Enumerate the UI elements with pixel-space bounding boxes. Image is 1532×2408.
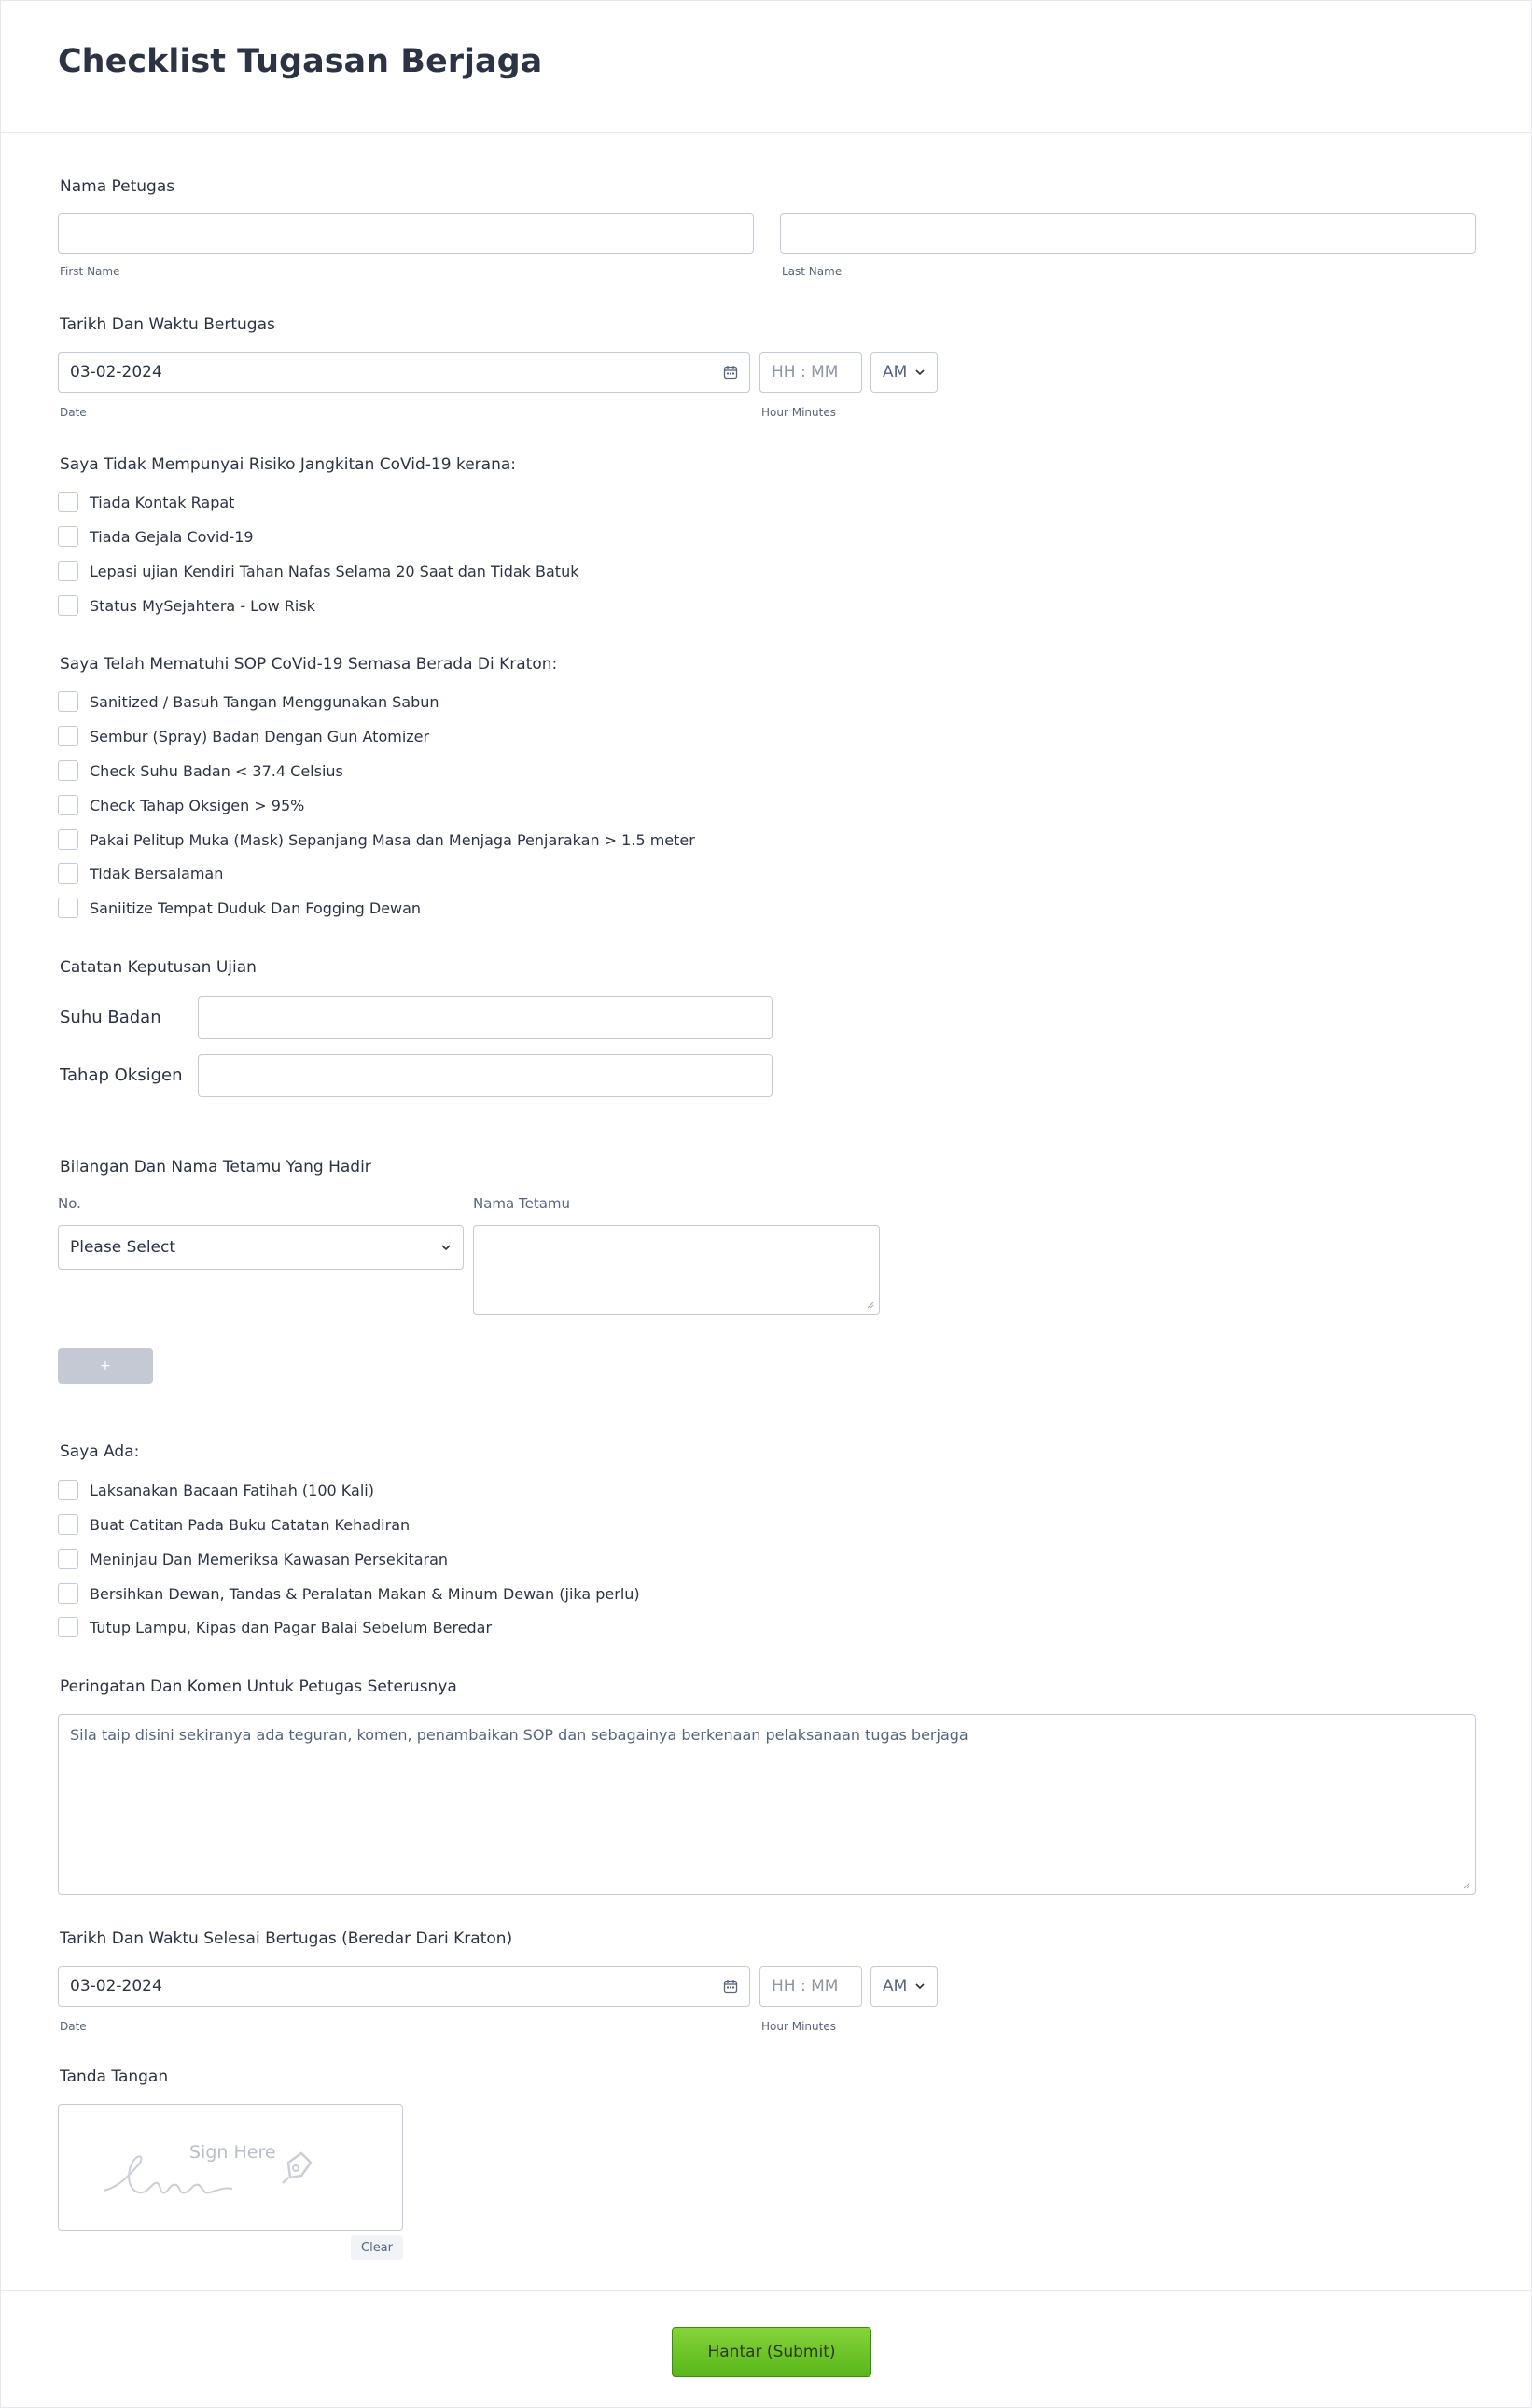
komen-textarea[interactable] (58, 1714, 1476, 1895)
option-label: Bersihkan Dewan, Tandas & Peralatan Makan & Minum Dewan (jika perlu) (90, 1584, 640, 1603)
checkbox[interactable] (58, 1480, 78, 1500)
option-label: Lepasi ujian Kendiri Tahan Nafas Selama 20 Saat dan Tidak Batuk (90, 562, 579, 580)
chevron-down-icon (914, 1983, 926, 1990)
risiko-option[interactable] (58, 595, 315, 616)
first-name-sublabel: First Name (60, 265, 120, 278)
komen-label: Peringatan Dan Komen Untuk Petugas Seterusnya (60, 1677, 457, 1696)
start-time-placeholder: HH : MM (772, 363, 839, 382)
option-label: Sanitized / Basuh Tangan Menggunakan Sabun (90, 692, 439, 711)
clear-signature-button[interactable]: Clear (351, 2235, 403, 2260)
end-time-input[interactable] (759, 1966, 862, 2007)
option-label: Saniitize Tempat Duduk Dan Fogging Dewan (90, 898, 422, 917)
signature-scribble-icon (102, 2150, 335, 2206)
saya-ada-option[interactable] (58, 1583, 640, 1604)
no-label: No. (58, 1195, 81, 1212)
komen-placeholder: Sila taip disini sekiranya ada teguran, komen, penambaikan SOP dan sebagainya berkenaan pelaksanaan tugas berjaga (70, 1726, 968, 1744)
saya-ada-option[interactable] (58, 1549, 448, 1569)
end-date-value: 03-02-2024 (70, 1977, 162, 1996)
checkbox[interactable] (58, 1617, 78, 1637)
sop-option[interactable] (58, 795, 304, 815)
option-label: Tiada Gejala Covid-19 (90, 527, 254, 546)
guest-number-value: Please Select (70, 1238, 176, 1257)
checkbox[interactable] (58, 691, 78, 712)
option-label: Meninjau Dan Memeriksa Kawasan Persekitaran (90, 1550, 449, 1568)
start-time-input[interactable] (759, 352, 862, 393)
option-label: Pakai Pelitup Muka (Mask) Sepanjang Masa dan Menjaga Penjarakan > 1.5 meter (90, 830, 695, 849)
start-date-input[interactable] (58, 352, 750, 393)
checkbox[interactable] (58, 1514, 78, 1535)
tetamu-label: Bilangan Dan Nama Tetamu Yang Hadir (60, 1158, 371, 1176)
option-label: Buat Catitan Pada Buku Catatan Kehadiran (90, 1515, 411, 1534)
resize-grip-icon[interactable] (1461, 1880, 1470, 1889)
checkbox[interactable] (58, 726, 78, 746)
checkbox[interactable] (58, 795, 78, 815)
end-date-sublabel: Date (60, 2020, 87, 2033)
option-label: Check Tahap Oksigen > 95% (90, 796, 305, 814)
calendar-icon[interactable] (723, 365, 738, 380)
start-ampm-value: AM (883, 363, 908, 382)
sop-option[interactable] (58, 898, 421, 918)
saya-ada-option[interactable] (58, 1617, 492, 1637)
sop-option[interactable] (58, 863, 223, 884)
ujian-label: Catatan Keputusan Ujian (60, 958, 257, 977)
sign-here-text: Sign Here (189, 2142, 276, 2163)
checkbox[interactable] (58, 492, 78, 512)
checkbox[interactable] (58, 1549, 78, 1569)
sop-option[interactable] (58, 760, 343, 781)
risiko-option[interactable] (58, 561, 578, 581)
first-name-input[interactable] (58, 213, 754, 254)
last-name-sublabel: Last Name (782, 265, 843, 278)
nama-tetamu-label: Nama Tetamu (473, 1195, 571, 1212)
guest-number-select[interactable] (58, 1225, 464, 1270)
tahap-oksigen-input[interactable] (198, 1054, 773, 1097)
sop-option[interactable] (58, 691, 439, 712)
option-label: Laksanakan Bacaan Fatihah (100 Kali) (90, 1481, 374, 1499)
tahap-oksigen-label: Tahap Oksigen (60, 1065, 183, 1085)
end-time-placeholder: HH : MM (772, 1977, 839, 1996)
saya-ada-label: Saya Ada: (60, 1442, 140, 1461)
tanda-tangan-label: Tanda Tangan (60, 2067, 169, 2086)
guest-name-textarea[interactable] (473, 1225, 880, 1315)
option-label: Check Suhu Badan < 37.4 Celsius (90, 761, 343, 780)
sop-option[interactable] (58, 829, 695, 850)
suhu-badan-input[interactable] (198, 996, 773, 1039)
checkbox[interactable] (58, 526, 78, 547)
checkbox[interactable] (58, 561, 78, 581)
checkbox[interactable] (58, 829, 78, 850)
risiko-label: Saya Tidak Mempunyai Risiko Jangkitan CoVid-19 kerana: (60, 455, 516, 474)
option-label: Sembur (Spray) Badan Dengan Gun Atomizer (90, 727, 430, 745)
suhu-badan-label: Suhu Badan (60, 1008, 161, 1027)
end-ampm-value: AM (883, 1977, 908, 1996)
nama-petugas-label: Nama Petugas (60, 177, 175, 196)
checkbox[interactable] (58, 760, 78, 781)
calendar-icon[interactable] (723, 1979, 738, 1994)
end-date-input[interactable] (58, 1966, 750, 2007)
footer-divider (0, 2290, 1532, 2291)
end-ampm-select[interactable] (870, 1966, 938, 2007)
chevron-down-icon (440, 1244, 452, 1251)
sop-label: Saya Telah Mematuhi SOP CoVid-19 Semasa Berada Di Kraton: (60, 655, 558, 674)
form-title: Checklist Tugasan Berjaga (58, 43, 543, 80)
start-date-value: 03-02-2024 (70, 363, 162, 382)
tarikh-selesai-label: Tarikh Dan Waktu Selesai Bertugas (Beredar Dari Kraton) (60, 1929, 513, 1948)
saya-ada-option[interactable] (58, 1514, 410, 1535)
checkbox[interactable] (58, 863, 78, 884)
start-time-sublabel: Hour Minutes (761, 406, 836, 419)
start-ampm-select[interactable] (870, 352, 938, 393)
option-label: Tutup Lampu, Kipas dan Pagar Balai Sebelum Beredar (90, 1618, 493, 1636)
risiko-option[interactable] (58, 526, 254, 547)
risiko-option[interactable] (58, 492, 234, 512)
end-time-sublabel: Hour Minutes (761, 2020, 836, 2033)
form-header (0, 0, 1532, 133)
checkbox[interactable] (58, 595, 78, 616)
option-label: Status MySejahtera - Low Risk (90, 596, 315, 615)
chevron-down-icon (914, 369, 926, 376)
submit-button[interactable]: Hantar (Submit) (672, 2327, 871, 2377)
checkbox[interactable] (58, 898, 78, 918)
resize-grip-icon[interactable] (865, 1300, 874, 1309)
option-label: Tiada Kontak Rapat (90, 493, 235, 511)
tarikh-bertugas-label: Tarikh Dan Waktu Bertugas (60, 315, 275, 334)
sop-option[interactable] (58, 726, 429, 746)
signature-pad[interactable] (58, 2104, 403, 2231)
saya-ada-option[interactable] (58, 1480, 374, 1500)
checkbox[interactable] (58, 1583, 78, 1604)
start-date-sublabel: Date (60, 406, 87, 419)
add-guest-button[interactable]: + (58, 1348, 153, 1384)
option-label: Tidak Bersalaman (90, 864, 224, 883)
last-name-input[interactable] (780, 213, 1476, 254)
